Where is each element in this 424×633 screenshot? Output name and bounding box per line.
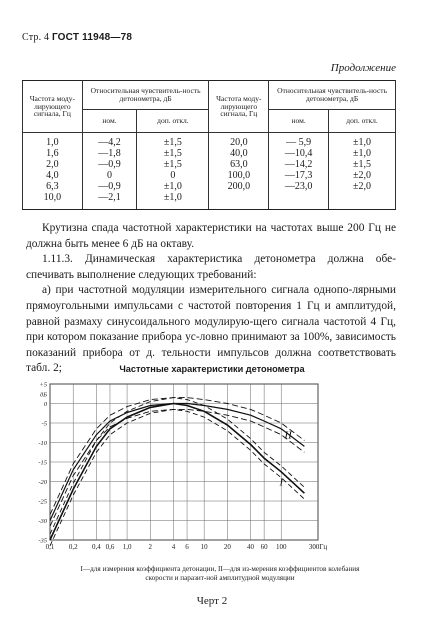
table-cell: —14,2 [284,159,313,170]
x-tick-label: 0,1 [45,543,55,551]
figure-label: Черт 2 [196,595,228,607]
standard-code: ГОСТ 11948—78 [51,32,133,43]
header-sensitivity-left: Относительная чувствитель-ность детонометра, дБ [82,81,209,110]
table-cell: 0 [170,170,176,181]
table-cell: —17,3 [284,170,313,181]
table-cell: 200,0 [227,181,251,192]
chart-title: Частотные характеристики детонометра [119,364,305,374]
table-cell: ±1,5 [353,159,372,170]
curve-label-ii: II [284,429,292,442]
table-cell: 0 [107,170,112,181]
table-cell: —0,9 [98,159,121,170]
x-tick-label: 2 [148,543,153,551]
table-cell: ±2,0 [353,181,372,192]
paragraph-requirement-a: а) при частотной модуляции измерительного сигнала однопо-лярными прямоугольными импульсами с частотой повторения 1 Гц и амплитудой, равной размаху синусоидального модулирую-щего сигнала частотой 4 Гц, при котором показание прибора ус-ловно принимают за 100%, зависимость показаний прибора от д. тельности импульсов должна соответствовать табл. 2; [26,284,396,375]
table-cell: 63,0 [230,159,248,170]
table-cell: —0,9 [98,181,121,192]
header-freq-right: Частота моду-лирующего сигнала, Гц [209,81,269,133]
page-header [22,32,132,43]
paragraph-slope: Крутизна спада частотной характеристики на частотах выше 200 Гц не должна быть менее 6 дБ на октаву. [26,222,396,250]
y-tick-label: дБ [39,391,47,399]
table-cell: ±1,5 [163,159,182,170]
col-nom-left [82,133,137,210]
header-sensitivity-right: Относительная чувствитель-ность детонометра, дБ [269,81,396,110]
table-cell: —1,8 [98,148,121,159]
table-cell: 10,0 [43,192,62,203]
x-tick-label: 0,4 [92,543,101,551]
x-tick-label: 6 [185,543,189,551]
x-tick-label: 1,0 [122,543,132,551]
continuation-label: Продолжение [330,62,396,74]
paragraph-dynamic: 1.11.3. Динамическая характеристика детонометра должна обе-спечивать выполнение следующих требований: [26,253,396,281]
x-tick-label: 300Гц [308,543,328,551]
y-tick-label: -15 [38,459,47,467]
table-cell: ±1,5 [163,148,182,159]
table-cell: 1,6 [46,148,59,159]
sensitivity-table [22,80,396,210]
x-tick-labels [46,543,328,551]
table-cell: 20,0 [230,137,248,148]
x-tick-label: 60 [260,543,268,551]
table-cell: 40,0 [230,148,248,159]
chart-curves [50,398,304,546]
curve-i-tolerance-lower [50,409,304,546]
y-tick-label: -20 [38,479,47,486]
subheader-nom-right: ном. [269,110,329,133]
x-tick-label: 0,6 [105,543,115,551]
table-cell: —2,1 [98,192,121,203]
curve-label-i: I [279,476,284,489]
header-freq-left: Частота моду-лирующего сигнала, Гц [23,81,83,133]
x-tick-label: 100 [275,543,287,551]
table-cell: ±1,0 [353,148,372,159]
frequency-response-chart [18,372,348,562]
y-tick-label: +5 [39,381,47,389]
body-text [26,221,396,377]
chart-caption: I—для измерения коэффициента детонации, II—для из-мерения коэффициентов колебания скорости и паразит-ной амплитудной модуляции [80,565,360,582]
table-cell: 2,0 [46,159,59,170]
subheader-nom-left: ном. [82,110,137,133]
table-cell: ±2,0 [353,170,372,181]
table-cell: —4,2 [98,137,121,148]
curve-i-nominal [50,404,304,541]
table-cell: 1,0 [46,137,59,148]
table-cell: ±1,5 [163,137,182,148]
col-dop-left [137,133,209,210]
table-cell: ±1,0 [163,181,182,192]
table-cell: 6,3 [46,181,59,192]
page-number: Стр. 4 [22,32,50,43]
y-tick-label: -10 [38,440,47,447]
table-cell: ±1,0 [163,192,182,203]
table-cell: — 5,9 [286,137,312,148]
y-tick-label: -5 [41,420,47,428]
col-dop-right [329,133,396,210]
y-tick-label: -25 [38,498,47,506]
y-tick-label: 0 [43,401,47,408]
col-nom-right [269,133,329,210]
table-cell: 4,0 [46,170,59,181]
table-cell: —10,4 [284,148,313,159]
table-cell: ±1,0 [353,137,372,148]
curve-ii-tolerance-lower [50,409,304,526]
y-tick-labels [38,382,47,545]
col-freq-left [23,133,83,210]
table-cell: —23,0 [284,181,313,192]
subheader-dop-left: доп. откл. [137,110,209,133]
x-tick-label: 0,2 [68,543,78,551]
subheader-dop-right: доп. откл. [329,110,396,133]
x-tick-label: 10 [200,543,208,551]
x-tick-label: 4 [171,543,176,551]
curve-ii-tolerance-upper [50,398,304,515]
table-header-row [23,81,396,110]
table-data-row [23,133,396,210]
col-freq-right [209,133,269,210]
table-cell: 100,0 [227,170,251,181]
y-tick-label: -30 [38,518,47,525]
x-tick-label: 20 [223,543,231,551]
y-tick-label: -35 [38,537,47,545]
chart-grid [50,384,318,540]
x-tick-label: 40 [247,543,255,551]
